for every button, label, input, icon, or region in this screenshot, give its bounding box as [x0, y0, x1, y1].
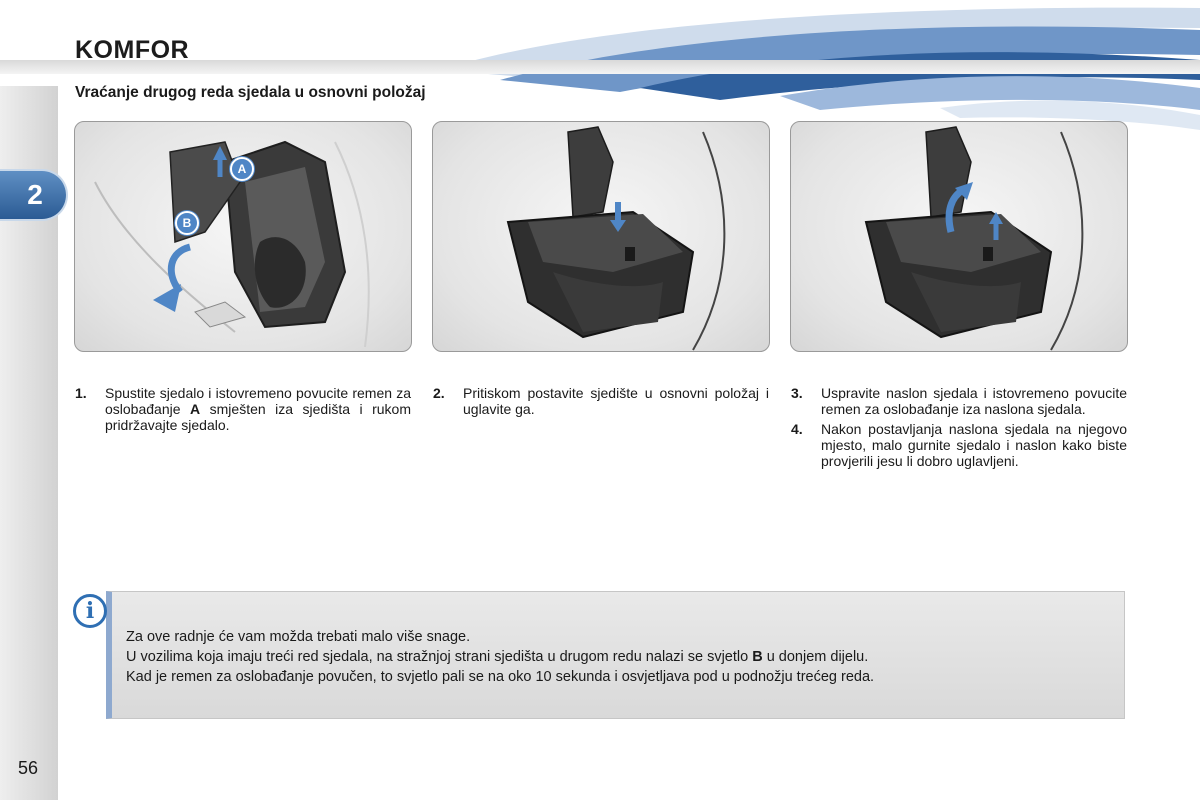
info-text: [126, 627, 874, 687]
step-text: Uspravite naslon sjedala i istovremeno povucite remen za oslobađanje iza naslona sjedala.: [821, 385, 1127, 417]
step-item: [791, 385, 1127, 417]
info-icon: i: [73, 594, 107, 628]
cushion-press-drawing: [433, 122, 769, 351]
step-item: [75, 385, 411, 433]
step-number: 1.: [75, 385, 87, 401]
page-number: 56: [18, 758, 39, 778]
step-text: Pritiskom postavite sjedište u osnovni položaj i uglavite ga.: [463, 385, 769, 417]
step-number: 3.: [791, 385, 803, 401]
step-item: [791, 421, 1127, 469]
section-title: Vraćanje drugog reda sjedala u osnovni položaj: [75, 84, 426, 101]
callout-b: B: [175, 211, 199, 235]
callout-a: A: [230, 157, 254, 181]
step-text: Spustite sjedalo i istovremeno povucite remen za oslobađanje A smješten iza sjedišta i rukom pridržavajte sjedalo.: [105, 385, 412, 433]
page-title: KOMFOR: [75, 36, 190, 64]
illustration-backrest-raise: [790, 121, 1128, 352]
illustration-cushion-press: [432, 121, 770, 352]
step-number: 4.: [791, 421, 803, 437]
steps-column-2: [433, 385, 769, 421]
info-line-3: Kad je remen za oslobađanje povučen, to svjetlo pali se na oko 10 sekunda i osvjetljava pod u podnožju trećeg reda.: [126, 669, 875, 685]
step-number: 2.: [433, 385, 445, 401]
backrest-raise-drawing: [791, 122, 1127, 351]
step-item: [433, 385, 769, 417]
info-line-2: U vozilima koja imaju treći red sjedala, na stražnjoj strani sjedišta u drugom redu nalazi se svjetlo B u donjem dijelu.: [126, 649, 869, 665]
steps-column-1: [75, 385, 411, 437]
fold-down-arrow-icon: [153, 284, 181, 312]
steps-column-3: [791, 385, 1127, 473]
step-text: Nakon postavljanja naslona sjedala na njegovo mjesto, malo gurnite sjedalo i naslon kako biste provjerili jesu li dobro uglavljeni.: [821, 421, 1127, 469]
chapter-tab[interactable]: 2: [0, 171, 66, 219]
illustration-seat-release: [74, 121, 412, 352]
info-line-1: Za ove radnje će vam možda trebati malo više snage.: [126, 629, 471, 645]
